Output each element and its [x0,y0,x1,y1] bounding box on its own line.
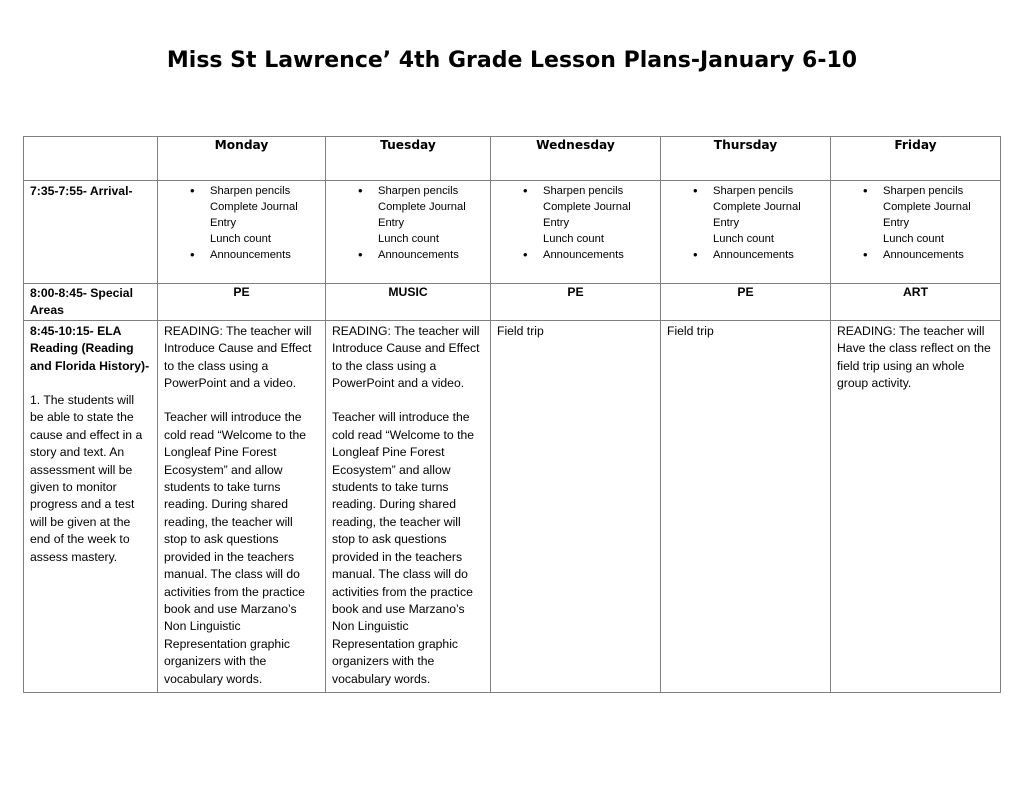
ela-cell-monday [158,320,326,692]
arrival-time-label: 7:35-7:55- Arrival- [30,184,133,198]
list-item: Complete Journal [713,201,801,213]
arrival-cell-friday [831,181,1001,284]
list-item: • Announcements [378,247,484,263]
special-friday: ART [831,284,1001,321]
list-item: Entry [378,217,405,229]
arrival-list [332,183,484,263]
list-item: • Sharpen pencils [210,183,319,199]
ela-wednesday-text: Field trip [497,323,544,338]
arrival-cell-wednesday [491,181,661,284]
list-item: Lunch count [378,233,439,245]
list-item: • Announcements [883,247,994,263]
list-item: • Sharpen pencils [543,183,654,199]
list-item: Complete Journal [378,201,466,213]
list-item: Entry [210,217,237,229]
arrival-cell-monday [158,181,326,284]
ela-tuesday-para-1: READING: The teacher will Introduce Cause and Effect to the class using a PowerPoint and a video. [332,323,480,391]
specials-time-cell [24,284,158,321]
ela-cell-friday [831,320,1001,692]
list-item: Complete Journal [883,201,971,213]
specials-time-label-cont: Areas [30,303,64,318]
list-item: Entry [543,217,570,229]
ela-row [24,320,1001,692]
arrival-list [837,183,994,263]
ela-monday-para-1: READING: The teacher will Introduce Cause and Effect to the class using a PowerPoint and a video. [164,323,312,391]
ela-thursday-text: Field trip [667,323,714,338]
ela-time-label: 8:45-10:15- ELA Reading (Reading and Florida History)- [30,323,150,373]
header-row [24,137,1001,181]
list-item: Lunch count [210,233,271,245]
special-wednesday: PE [491,284,661,321]
day-header-friday: Friday [831,137,1001,181]
arrival-row [24,181,1001,284]
ela-cell-tuesday [326,320,491,692]
list-item: Lunch count [883,233,944,245]
arrival-cell-thursday [661,181,831,284]
list-item: • Sharpen pencils [713,183,824,199]
ela-friday-text: READING: The teacher will Have the class reflect on the field trip using an whole group activity. [837,323,991,391]
day-header-thursday: Thursday [661,137,831,181]
list-item: • Announcements [210,247,319,263]
ela-cell-wednesday [491,320,661,692]
list-item: • Announcements [543,247,654,263]
arrival-time-cell [24,181,158,284]
specials-row [24,284,1001,321]
list-item: • Announcements [713,247,824,263]
list-item: Complete Journal [543,201,631,213]
day-header-monday: Monday [158,137,326,181]
day-header-wednesday: Wednesday [491,137,661,181]
special-tuesday: MUSIC [326,284,491,321]
list-item: Entry [883,217,910,229]
arrival-cell-tuesday [326,181,491,284]
special-thursday: PE [661,284,831,321]
ela-objective: 1. The students will be able to state the cause and effect in a story and text. An assessment will be given to monitor progress and a test will be given at the end of the week to assess mastery. [30,393,143,564]
list-item: • Sharpen pencils [883,183,994,199]
ela-time-cell [24,320,158,692]
page-title: Miss St Lawrence’ 4th Grade Lesson Plans-January 6-10 [166,48,858,73]
lesson-plan-table [23,136,1001,693]
ela-cell-thursday [661,320,831,692]
special-monday: PE [158,284,326,321]
list-item: Entry [713,217,740,229]
day-header-tuesday: Tuesday [326,137,491,181]
arrival-list [164,183,319,263]
specials-time-label: 8:00-8:45- Special [30,286,133,300]
arrival-list [667,183,824,263]
list-item: Lunch count [713,233,774,245]
ela-monday-para-2: Teacher will introduce the cold read “Welcome to the Longleaf Pine Forest Ecosystem” and allow students to take turns reading. During shared reading, the teacher will stop to ask questions provided in the teachers manual. The class will do activities from the practice book and use Marzano’s Non Linguistic Representation graphic organizers with the vocabulary words. [164,410,307,686]
ela-tuesday-para-2: Teacher will introduce the cold read “Welcome to the Longleaf Pine Forest Ecosystem” and allow students to take turns reading. During shared reading, the teacher will stop to ask questions provided in the teachers manual. The class will do activities from the practice book and use Marzano’s Non Linguistic Representation graphic organizers with the vocabulary words. [332,410,475,686]
list-item: Lunch count [543,233,604,245]
corner-cell [24,137,158,181]
arrival-list [497,183,654,263]
list-item: Complete Journal [210,201,298,213]
list-item: • Sharpen pencils [378,183,484,199]
